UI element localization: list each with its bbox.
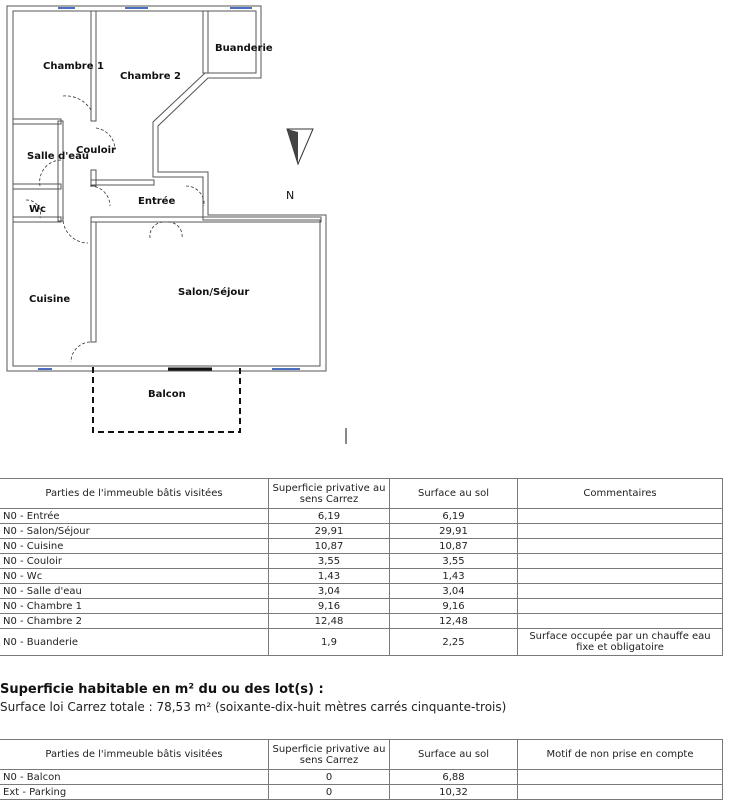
header-parties: Parties de l'immeuble bâtis visitées bbox=[0, 740, 269, 770]
cell-comment bbox=[518, 509, 723, 524]
cell-sol: 2,25 bbox=[390, 629, 518, 656]
summary-title: Superficie habitable en m² du ou des lot(s) : bbox=[0, 682, 324, 697]
room-buanderie: Buanderie bbox=[215, 43, 273, 54]
cell-sol: 6,19 bbox=[390, 509, 518, 524]
cell-comment bbox=[518, 554, 723, 569]
cell-comment: Surface occupée par un chauffe eau fixe et obligatoire bbox=[518, 629, 723, 656]
table-row bbox=[0, 584, 723, 599]
room-chambre-1: Chambre 1 bbox=[43, 61, 104, 72]
cell-carrez: 12,48 bbox=[269, 614, 390, 629]
cell-part: N0 - Buanderie bbox=[0, 629, 269, 656]
cell-carrez: 6,19 bbox=[269, 509, 390, 524]
table-row bbox=[0, 539, 723, 554]
cell-sol: 1,43 bbox=[390, 569, 518, 584]
cell-carrez: 9,16 bbox=[269, 599, 390, 614]
room-salle-eau: Salle d'eau bbox=[27, 151, 89, 162]
cell-carrez: 10,87 bbox=[269, 539, 390, 554]
cell-carrez: 1,9 bbox=[269, 629, 390, 656]
cell-sol: 29,91 bbox=[390, 524, 518, 539]
cell-comment bbox=[518, 584, 723, 599]
table-header bbox=[0, 479, 723, 509]
cell-part: N0 - Balcon bbox=[0, 770, 269, 785]
cell-carrez: 0 bbox=[269, 770, 390, 785]
table-header bbox=[0, 740, 723, 770]
header-carrez: Superficie privative au sens Carrez bbox=[269, 740, 390, 770]
cell-sol: 10,32 bbox=[390, 785, 518, 800]
table-row bbox=[0, 569, 723, 584]
summary-line: Surface loi Carrez totale : 78,53 m² (soixante-dix-huit mètres carrés cinquante-trois) bbox=[0, 700, 507, 714]
cell-sol: 6,88 bbox=[390, 770, 518, 785]
header-commentaires: Commentaires bbox=[518, 479, 723, 509]
header-parties: Parties de l'immeuble bâtis visitées bbox=[0, 479, 269, 509]
cell-part: N0 - Chambre 1 bbox=[0, 599, 269, 614]
room-chambre-2: Chambre 2 bbox=[120, 71, 181, 82]
room-balcon: Balcon bbox=[148, 389, 186, 400]
room-salon: Salon/Séjour bbox=[178, 287, 250, 298]
cell-carrez: 3,04 bbox=[269, 584, 390, 599]
cell-carrez: 29,91 bbox=[269, 524, 390, 539]
room-wc: Wc bbox=[29, 204, 46, 215]
table-row bbox=[0, 554, 723, 569]
cell-part: N0 - Couloir bbox=[0, 554, 269, 569]
cell-part: N0 - Entrée bbox=[0, 509, 269, 524]
cell-part: N0 - Chambre 2 bbox=[0, 614, 269, 629]
cell-comment bbox=[518, 569, 723, 584]
cell-carrez: 1,43 bbox=[269, 569, 390, 584]
header-sol: Surface au sol bbox=[390, 740, 518, 770]
cell-comment bbox=[518, 614, 723, 629]
cell-carrez: 3,55 bbox=[269, 554, 390, 569]
cell-comment bbox=[518, 539, 723, 554]
table-row bbox=[0, 509, 723, 524]
cell-sol: 10,87 bbox=[390, 539, 518, 554]
cell-comment bbox=[518, 524, 723, 539]
table-row bbox=[0, 785, 723, 800]
table-row bbox=[0, 629, 723, 656]
table-row bbox=[0, 770, 723, 785]
table-row bbox=[0, 599, 723, 614]
cell-part: N0 - Salle d'eau bbox=[0, 584, 269, 599]
excluded-surface-table bbox=[0, 739, 723, 800]
header-motif: Motif de non prise en compte bbox=[518, 740, 723, 770]
cell-sol: 3,55 bbox=[390, 554, 518, 569]
table-row bbox=[0, 614, 723, 629]
cell-sol: 3,04 bbox=[390, 584, 518, 599]
cell-part: N0 - Salon/Séjour bbox=[0, 524, 269, 539]
header-sol: Surface au sol bbox=[390, 479, 518, 509]
room-couloir: Couloir bbox=[76, 145, 116, 156]
cell-motif bbox=[518, 785, 723, 800]
room-cuisine: Cuisine bbox=[29, 294, 71, 305]
header-carrez: Superficie privative au sens Carrez bbox=[269, 479, 390, 509]
cell-carrez: 0 bbox=[269, 785, 390, 800]
cell-part: Ext - Parking bbox=[0, 785, 269, 800]
cell-motif bbox=[518, 770, 723, 785]
cell-part: N0 - Cuisine bbox=[0, 539, 269, 554]
surface-table bbox=[0, 478, 723, 656]
door-swings bbox=[26, 96, 204, 362]
north-arrow-icon bbox=[287, 129, 313, 164]
cell-sol: 12,48 bbox=[390, 614, 518, 629]
room-entree: Entrée bbox=[138, 196, 176, 207]
cell-comment bbox=[518, 599, 723, 614]
cell-part: N0 - Wc bbox=[0, 569, 269, 584]
north-label: N bbox=[286, 189, 295, 202]
table-row bbox=[0, 524, 723, 539]
cell-sol: 9,16 bbox=[390, 599, 518, 614]
